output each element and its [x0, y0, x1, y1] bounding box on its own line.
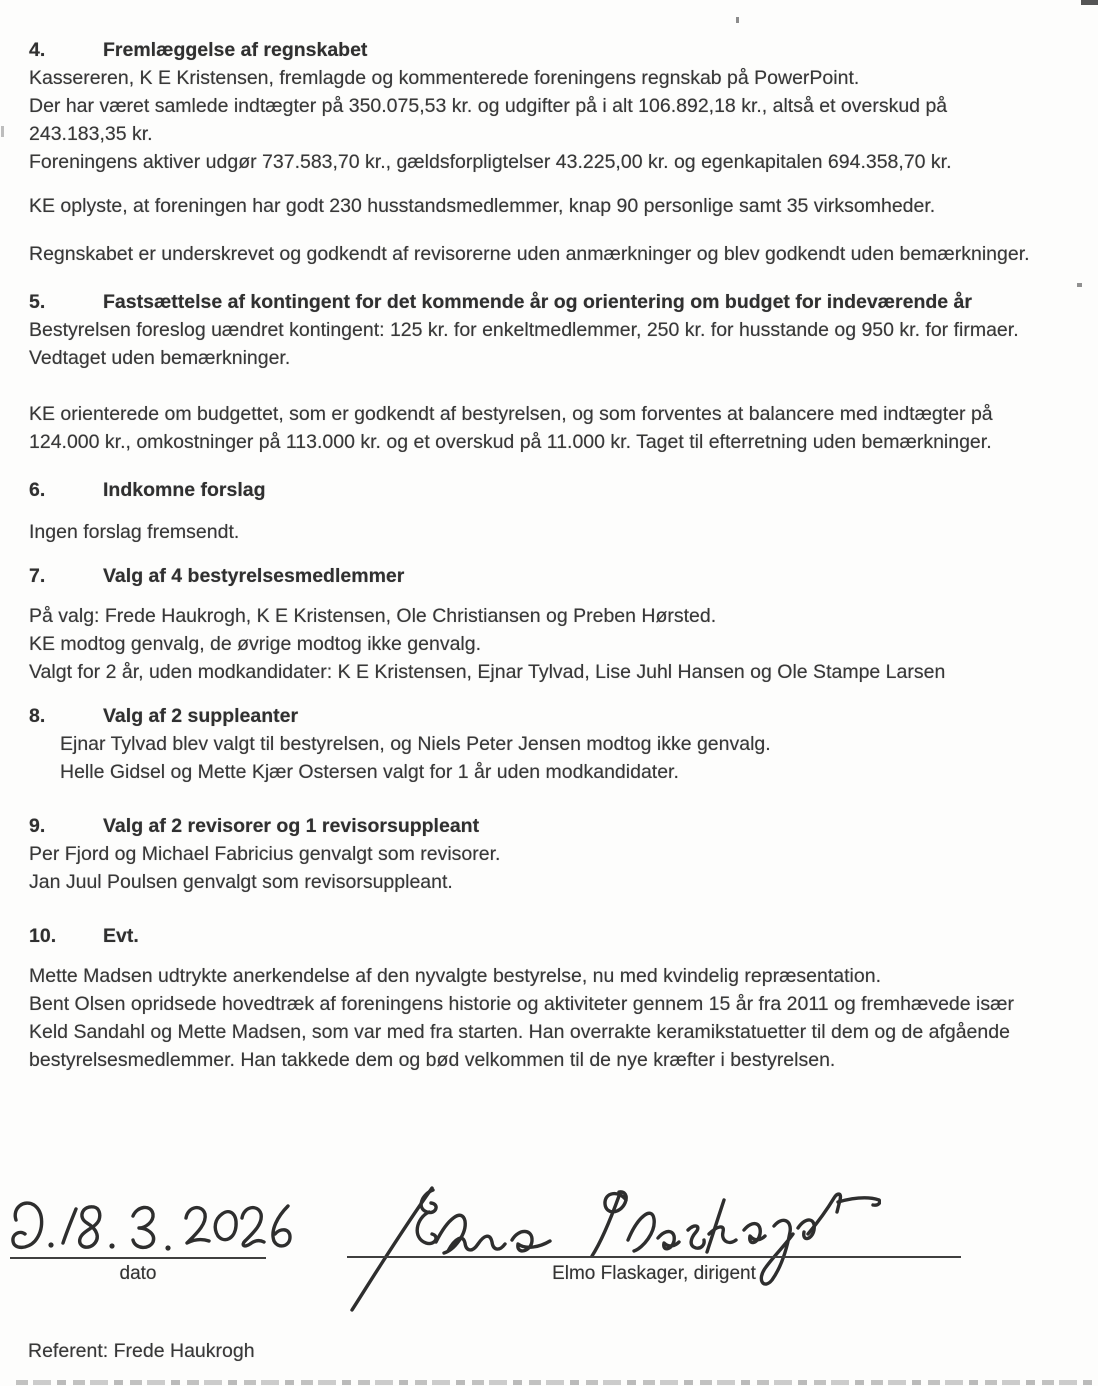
- scan-speck: [736, 17, 739, 23]
- section-6-number: 6.: [29, 479, 46, 501]
- section-10-line: Keld Sandahl og Mette Madsen, som var med fra starten. Han overrakte keramikstatuetter til dem og de afgående: [29, 1021, 1010, 1043]
- section-7-line: På valg: Frede Haukrogh, K E Kristensen, Ole Christiansen og Preben Hørsted.: [29, 605, 717, 627]
- section-4-line: Foreningens aktiver udgør 737.583,70 kr., gældsforpligtelser 43.225,00 kr. og egenkapitalen 694.358,70 kr.: [29, 151, 952, 173]
- section-7-line: Valgt for 2 år, uden modkandidater: K E Kristensen, Ejnar Tylvad, Lise Juhl Hansen og Ole Stampe Larsen: [29, 661, 946, 683]
- signer-label: Elmo Flaskager, dirigent: [552, 1263, 756, 1284]
- section-6-line: Ingen forslag fremsendt.: [29, 521, 240, 543]
- handwritten-signature: [336, 1166, 881, 1318]
- handwritten-date-strokes: [6, 1186, 298, 1264]
- section-7-heading: [29, 562, 1089, 590]
- section-5-number: 5.: [29, 291, 46, 313]
- section-10-number: 10.: [29, 925, 57, 947]
- section-7-line: KE modtog genvalg, de øvrige modtog ikke genvalg.: [29, 633, 482, 655]
- section-5-line: KE orienterede om budgettet, som er godkendt af bestyrelsen, og som forventes at balancere med indtægter på: [29, 403, 993, 425]
- section-10-line: bestyrelsesmedlemmer. Han takkede dem og bød velkommen til de nye kræfter i bestyrelsen.: [29, 1049, 836, 1071]
- date-underline: [10, 1257, 266, 1259]
- section-10-heading: [29, 922, 1089, 950]
- section-9-number: 9.: [29, 815, 46, 837]
- section-9-line: Jan Juul Poulsen genvalgt som revisorsuppleant.: [29, 871, 453, 893]
- section-6-title: Indkomne forslag: [103, 479, 266, 501]
- section-5-line: Bestyrelsen foreslog uændret kontingent: 125 kr. for enkeltmedlemmer, 250 kr. for husstande og 950 kr. for firmaer.: [29, 319, 1019, 341]
- section-8-heading: [29, 702, 1089, 730]
- section-10-line: Mette Madsen udtrykte anerkendelse af den nyvalgte bestyrelse, nu med kvindelig repræsentation.: [29, 965, 881, 987]
- scan-speck: [1077, 283, 1082, 287]
- section-8-line: Helle Gidsel og Mette Kjær Ostersen valgt for 1 år uden modkandidater.: [60, 761, 679, 783]
- handwritten-date: [6, 1186, 298, 1264]
- section-4-line: Der har været samlede indtægter på 350.075,53 kr. og udgifter på i alt 106.892,18 kr., altså et overskud på: [29, 95, 948, 117]
- section-9-title: Valg af 2 revisorer og 1 revisorsuppleant: [103, 815, 480, 837]
- section-7-number: 7.: [29, 565, 46, 587]
- section-8-title: Valg af 2 suppleanter: [103, 705, 299, 727]
- section-9-line: Per Fjord og Michael Fabricius genvalgt som revisorer.: [29, 843, 501, 865]
- handwritten-signature-strokes: [336, 1166, 881, 1318]
- scan-speck: [1, 126, 4, 137]
- section-5-title: Fastsættelse af kontingent for det kommende år og orientering om budget for indeværende år: [103, 291, 972, 313]
- section-5-line: Vedtaget uden bemærkninger.: [29, 347, 291, 369]
- section-4-line: Regnskabet er underskrevet og godkendt af revisorerne uden anmærkninger og blev godkendt uden bemærkninger.: [29, 243, 1030, 265]
- scan-cutoff-text-row: [16, 1380, 1096, 1385]
- section-7-title: Valg af 4 bestyrelsesmedlemmer: [103, 565, 405, 587]
- section-4-title: Fremlæggelse af regnskabet: [103, 39, 368, 61]
- date-label: dato: [119, 1263, 157, 1284]
- section-4-line: 243.183,35 kr.: [29, 123, 153, 145]
- section-5-line: 124.000 kr., omkostninger på 113.000 kr. og et overskud på 11.000 kr. Taget til efterretning uden bemærkninger.: [29, 431, 992, 453]
- section-8-line: Ejnar Tylvad blev valgt til bestyrelsen, og Niels Peter Jensen modtog ikke genvalg.: [60, 733, 771, 755]
- section-4-heading: [29, 36, 1089, 64]
- section-5-heading: [29, 288, 1089, 316]
- section-8-number: 8.: [29, 705, 46, 727]
- section-10-title: Evt.: [103, 925, 139, 947]
- section-10-line: Bent Olsen opridsede hovedtræk af foreningens historie og aktiviteter gennem 15 år fra 2011 og fremhævede især: [29, 993, 1014, 1015]
- signature-underline: [347, 1256, 961, 1258]
- section-6-heading: [29, 476, 1089, 504]
- document-body: [29, 36, 1089, 1074]
- referent-line: Referent: Frede Haukrogh: [28, 1340, 255, 1362]
- section-4-line: Kassereren, K E Kristensen, fremlagde og kommenterede foreningens regnskab på PowerPoint.: [29, 67, 860, 89]
- section-4-line: KE oplyste, at foreningen har godt 230 husstandsmedlemmer, knap 90 personlige samt 35 virksomheder.: [29, 195, 936, 217]
- section-4-number: 4.: [29, 39, 46, 61]
- scan-corner-mark: [1081, 0, 1098, 5]
- section-9-heading: [29, 812, 1089, 840]
